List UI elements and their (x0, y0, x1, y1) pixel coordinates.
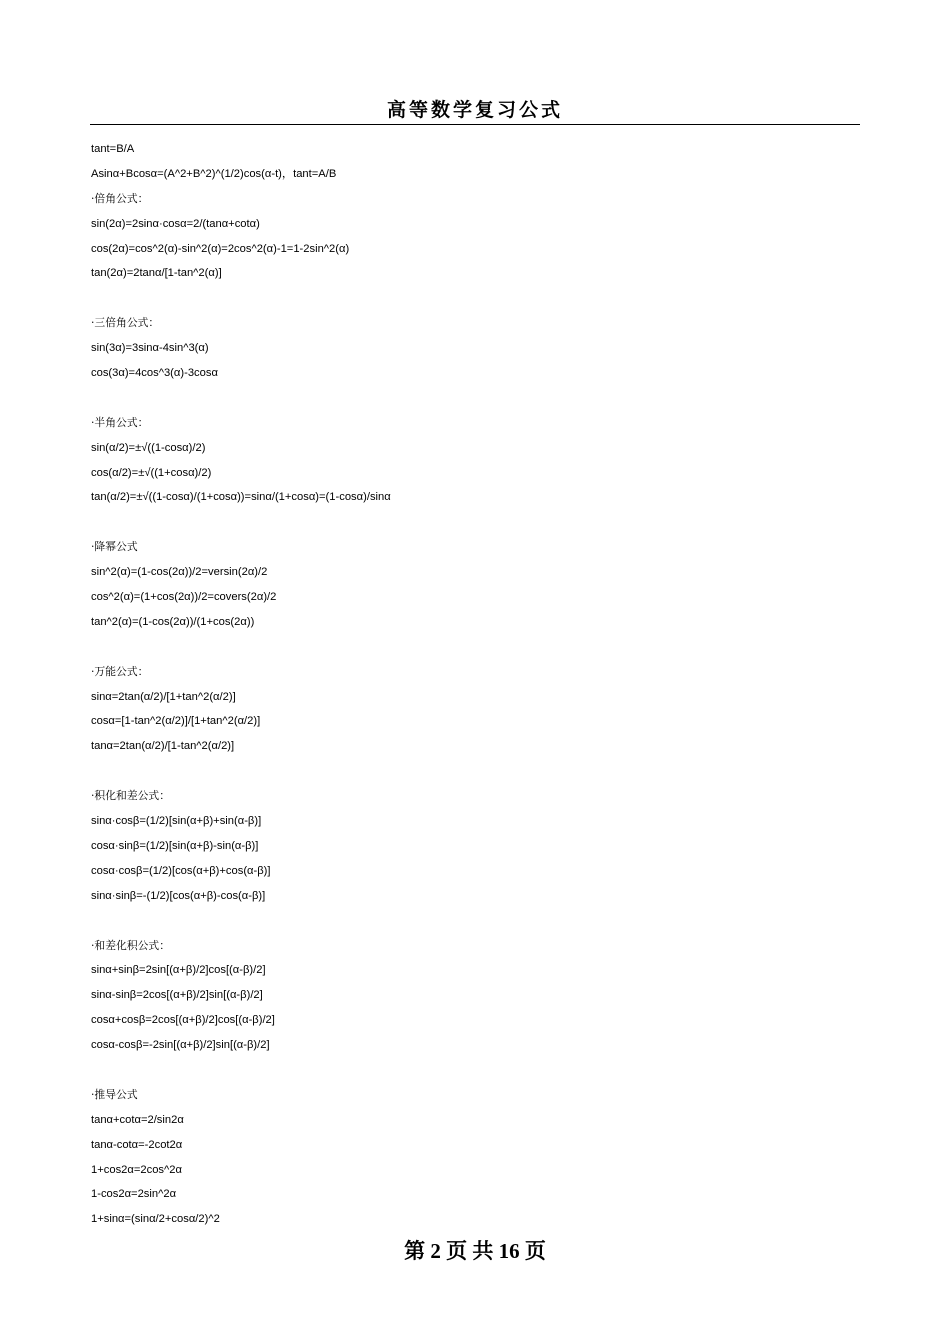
formula-line: Asinα+Bcosα=(A^2+B^2)^(1/2)cos(α-t)，tant=A/B (91, 167, 337, 180)
blank-line (91, 762, 851, 787)
blank-line (91, 912, 851, 937)
formula-line: sinα·sinβ=-(1/2)[cos(α+β)-cos(α-β)] (91, 889, 266, 902)
formula-line: cosα·sinβ=(1/2)[sin(α+β)-sin(α-β)] (91, 839, 259, 852)
formula-line: tanα=2tan(α/2)/[1-tan^2(α/2)] (91, 740, 235, 753)
formula-line: tanα-cotα=-2cot2α (91, 1138, 183, 1151)
formula-line: tan(2α)=2tanα/[1-tan^2(α)] (91, 267, 222, 280)
formula-line: sin(3α)=3sinα-4sin^3(α) (91, 342, 209, 355)
section-heading: ·推导公式 (91, 1087, 138, 1101)
blank-line (91, 389, 851, 414)
header-divider (90, 124, 860, 125)
page-number-footer: 第 2 页 共 16 页 (404, 1239, 546, 1263)
section-heading: ·三倍角公式： (91, 316, 160, 330)
formula-line: tan^2(α)=(1-cos(2α))/(1+cos(2α)) (91, 615, 255, 628)
formula-line: cos(α/2)=±√((1+cosα)/2) (91, 466, 212, 479)
section-heading: ·半角公式： (91, 415, 149, 429)
section-heading: ·倍角公式： (91, 191, 149, 205)
formula-line: cosα-cosβ=-2sin[(α+β)/2]sin[(α-β)/2] (91, 1039, 270, 1052)
formula-line: sin(α/2)=±√((1-cosα)/2) (91, 441, 206, 454)
section-heading: ·万能公式： (91, 664, 149, 678)
blank-line (91, 1061, 851, 1086)
formula-list (91, 140, 851, 1235)
formula-line: sinα=2tan(α/2)/[1+tan^2(α/2)] (91, 690, 236, 703)
formula-line: cosα+cosβ=2cos[(α+β)/2]cos[(α-β)/2] (91, 1014, 275, 1027)
section-heading: ·积化和差公式： (91, 789, 171, 803)
formula-line: sinα-sinβ=2cos[(α+β)/2]sin[(α-β)/2] (91, 989, 263, 1002)
formula-line: cos(2α)=cos^2(α)-sin^2(α)=2cos^2(α)-1=1-2sin^2(α) (91, 242, 350, 255)
formula-line: tanα+cotα=2/sin2α (91, 1113, 184, 1126)
formula-line: tant=B/A (91, 143, 135, 155)
formula-line: sinα·cosβ=(1/2)[sin(α+β)+sin(α-β)] (91, 815, 262, 828)
blank-line (91, 638, 851, 663)
formula-line: 1+cos2α=2cos^2α (91, 1163, 182, 1176)
formula-line: sinα+sinβ=2sin[(α+β)/2]cos[(α-β)/2] (91, 964, 266, 977)
blank-line (91, 513, 851, 538)
section-heading: ·和差化积公式： (91, 938, 171, 952)
formula-line: sin^2(α)=(1-cos(2α))/2=versin(2α)/2 (91, 566, 268, 579)
formula-line: tan(α/2)=±√((1-cosα)/(1+cosα))=sinα/(1+cosα)=(1-cosα)/sinα (91, 491, 391, 504)
formula-line: 1-cos2α=2sin^2α (91, 1188, 177, 1201)
formula-line: 1+sinα=(sinα/2+cosα/2)^2 (91, 1213, 220, 1226)
section-heading: ·降幂公式 (91, 540, 138, 554)
formula-line: cosα=[1-tan^2(α/2)]/[1+tan^2(α/2)] (91, 715, 261, 728)
blank-line (91, 289, 851, 314)
page-header-title: 高等数学复习公式 (386, 99, 563, 121)
formula-line: sin(2α)=2sinα·cosα=2/(tanα+cotα) (91, 217, 260, 230)
formula-line: cos(3α)=4cos^3(α)-3cosα (91, 367, 218, 380)
formula-line: cos^2(α)=(1+cos(2α))/2=covers(2α)/2 (91, 591, 277, 604)
formula-line: cosα·cosβ=(1/2)[cos(α+β)+cos(α-β)] (91, 864, 271, 877)
